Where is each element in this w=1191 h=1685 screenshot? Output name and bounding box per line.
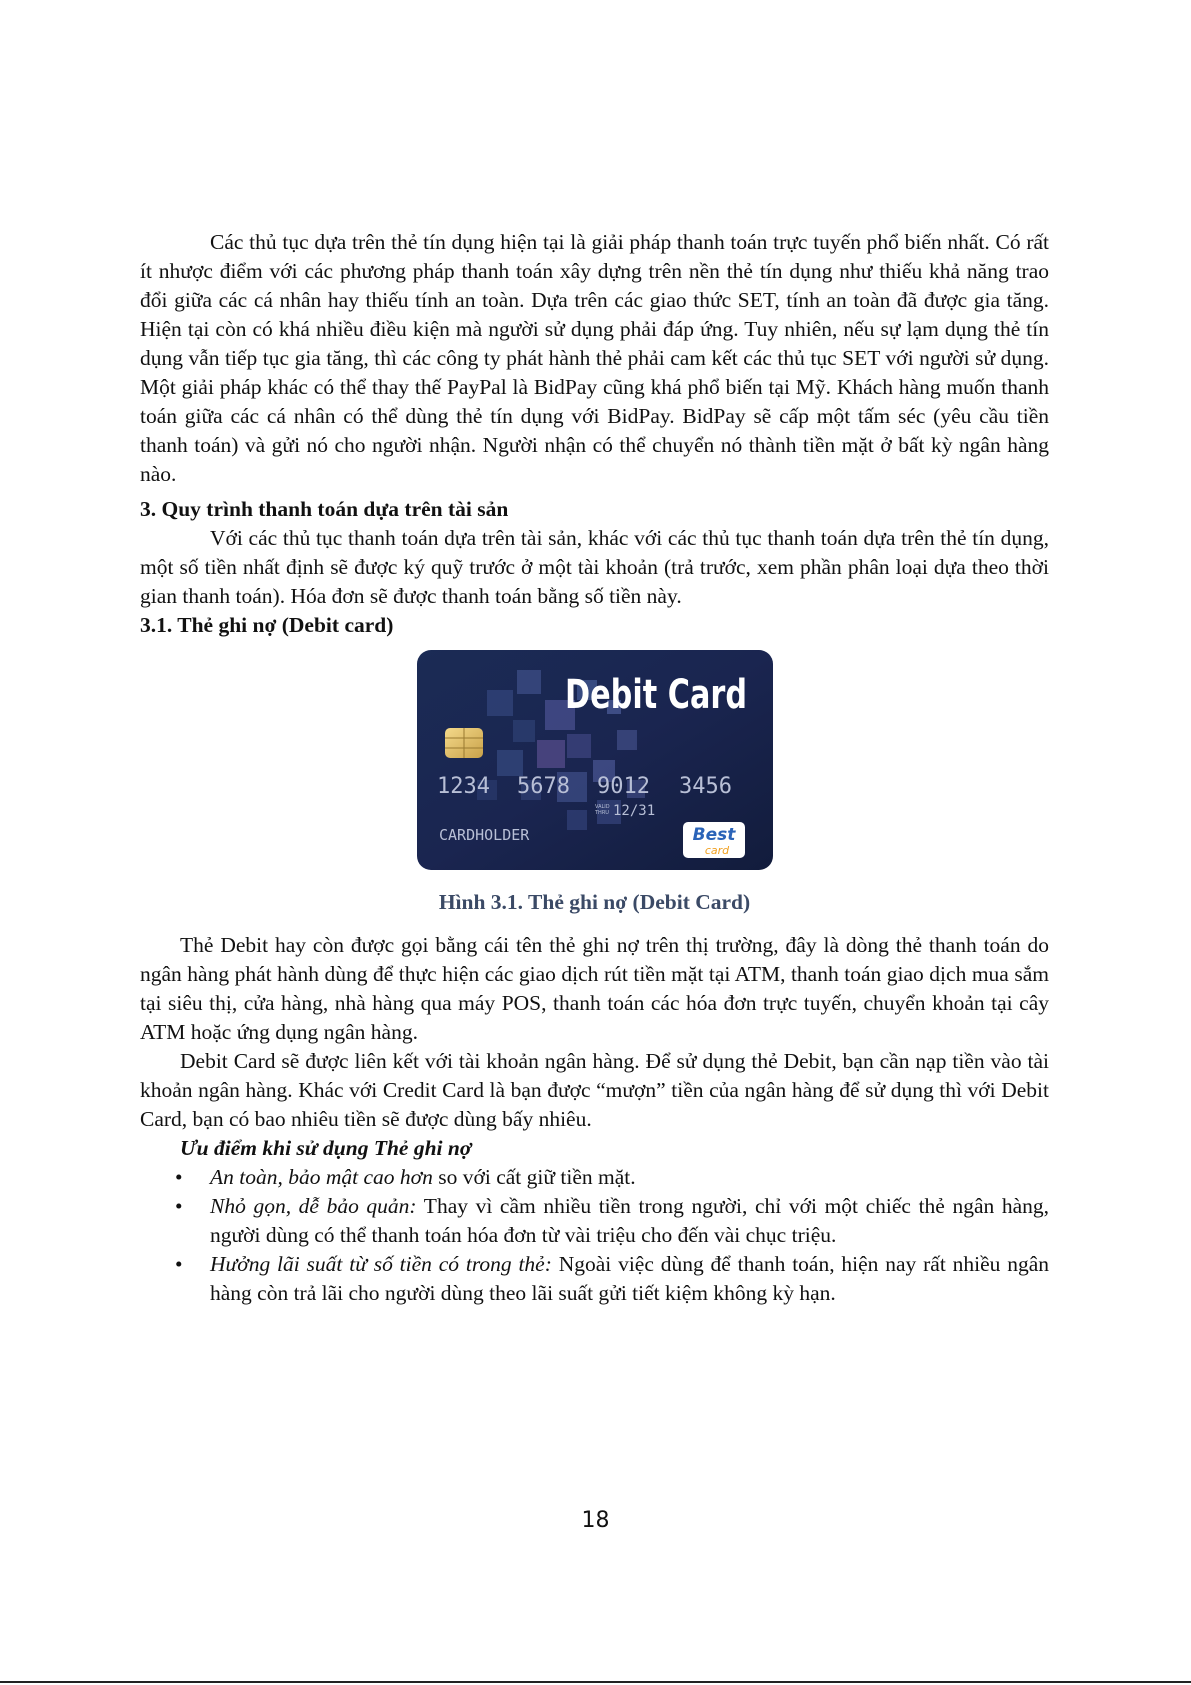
card-number-group-4: 3456 (678, 774, 732, 799)
card-number-group-1: 1234 (436, 774, 490, 799)
figure-caption: Hình 3.1. Thẻ ghi nợ (Debit Card) (438, 890, 751, 914)
paragraph-debit-card-linking: Debit Card sẽ được liên kết với tài khoản ngân hàng. Để sử dụng thẻ Debit, bạn cần nạp tiền vào tài khoản ngân hàng. Khác với Credit Card là bạn được “mượn” tiền của ngân hàng để sử dụng thì với Debit Card, bạn có bao nhiêu tiền sẽ được dùng bấy nhiêu. (140, 1049, 1049, 1131)
svg-text:Best: Best (692, 825, 735, 845)
document-page (140, 228, 1049, 1308)
subsection-heading-debit-card: 3.1. Thẻ ghi nợ (Debit card) (140, 613, 394, 637)
advantage-text: Ngoài việc dùng để thanh toán, hiện nay rất nhiều ngân hàng còn trả lãi cho người dùng theo lãi suất gửi tiết kiệm không kỳ hạn. (210, 1252, 1049, 1305)
list-item (210, 1250, 1049, 1308)
svg-text:card: card (704, 844, 729, 857)
advantage-emphasis: Hưởng lãi suất từ số tiền có trong thẻ: (210, 1252, 552, 1276)
card-expiry: 12/31 (612, 803, 655, 819)
card-number-group-2: 5678 (516, 774, 570, 799)
paragraph-asset-based: Với các thủ tục thanh toán dựa trên tài sản, khác với các thủ tục thanh toán dựa trên thẻ tín dụng, một số tiền nhất định sẽ được ký quỹ trước ở một tài khoản (trả trước, xem phần phân loại dựa theo thời gian thanh toán). Hóa đơn sẽ được thanh toán bằng số tiền này. (140, 526, 1049, 608)
debit-card-image (417, 650, 773, 870)
card-chip (445, 728, 483, 758)
advantages-list (140, 1163, 1049, 1308)
card-number-group-3: 9012 (596, 774, 650, 799)
best-card-logo (683, 822, 745, 858)
card-holder: CARDHOLDER (438, 826, 529, 844)
figure-debit-card (140, 650, 1049, 870)
advantages-heading: Ưu điểm khi sử dụng Thẻ ghi nợ (180, 1136, 472, 1160)
advantage-text: Thay vì cầm nhiều tiền trong người, chỉ với một chiếc thẻ ngân hàng, người dùng có thể thanh toán hóa đơn từ vài triệu cho đến vài chục triệu. (210, 1194, 1050, 1247)
section-heading-asset-based-payment: 3. Quy trình thanh toán dựa trên tài sản (140, 497, 509, 521)
paragraph-credit-card-procedures: Các thủ tục dựa trên thẻ tín dụng hiện tại là giải pháp thanh toán trực tuyến phổ biến nhất. Có rất ít nhược điểm với các phương pháp thanh toán xây dựng trên nền thẻ tín dụng như thiếu khả năng trao đổi giữa các cá nhân hay thiếu tính an toàn. Dựa trên các giao thức SET, tính an toàn đã được gia tăng. Hiện tại còn có khá nhiều điều kiện mà người sử dụng phải đáp ứng. Tuy nhiên, nếu sự lạm dụng thẻ tín dụng vẫn tiếp tục gia tăng, thì các công ty phát hành thẻ phải cam kết các thủ tục SET với người sử dụng. Một giải pháp khác có thể thay thế PayPal là BidPay cũng khá phổ biến tại Mỹ. Khách hàng muốn thanh toán giữa các cá nhân có thể dùng thẻ tín dụng với BidPay. BidPay sẽ cấp một tấm séc (yêu cầu tiền thanh toán) và gửi nó cho người nhận. Người nhận có thể chuyển nó thành tiền mặt ở bất kỳ ngân hàng nào. (140, 230, 1049, 486)
advantage-text: so với cất giữ tiền mặt. (432, 1165, 636, 1189)
advantage-emphasis: Nhỏ gọn, dễ bảo quản: (210, 1194, 417, 1218)
list-item (210, 1163, 1049, 1192)
advantage-emphasis: An toàn, bảo mật cao hơn (210, 1165, 433, 1189)
page-number: 18 (581, 1508, 610, 1533)
paragraph-debit-card-definition: Thẻ Debit hay còn được gọi bằng cái tên thẻ ghi nợ trên thị trường, đây là dòng thẻ thanh toán do ngân hàng phát hành dùng để thực hiện các giao dịch rút tiền mặt tại ATM, thanh toán giao dịch mua sắm tại siêu thị, cửa hàng, nhà hàng qua máy POS, thanh toán các hóa đơn trực tuyến, chuyển khoản tại cây ATM hoặc ứng dụng ngân hàng. (140, 933, 1049, 1044)
card-title: Debit Card (564, 672, 747, 718)
card-thru-label: THRU (594, 810, 609, 816)
card-valid-label: VALID (594, 804, 610, 810)
bottom-divider (0, 1681, 1191, 1683)
list-item (210, 1192, 1049, 1250)
